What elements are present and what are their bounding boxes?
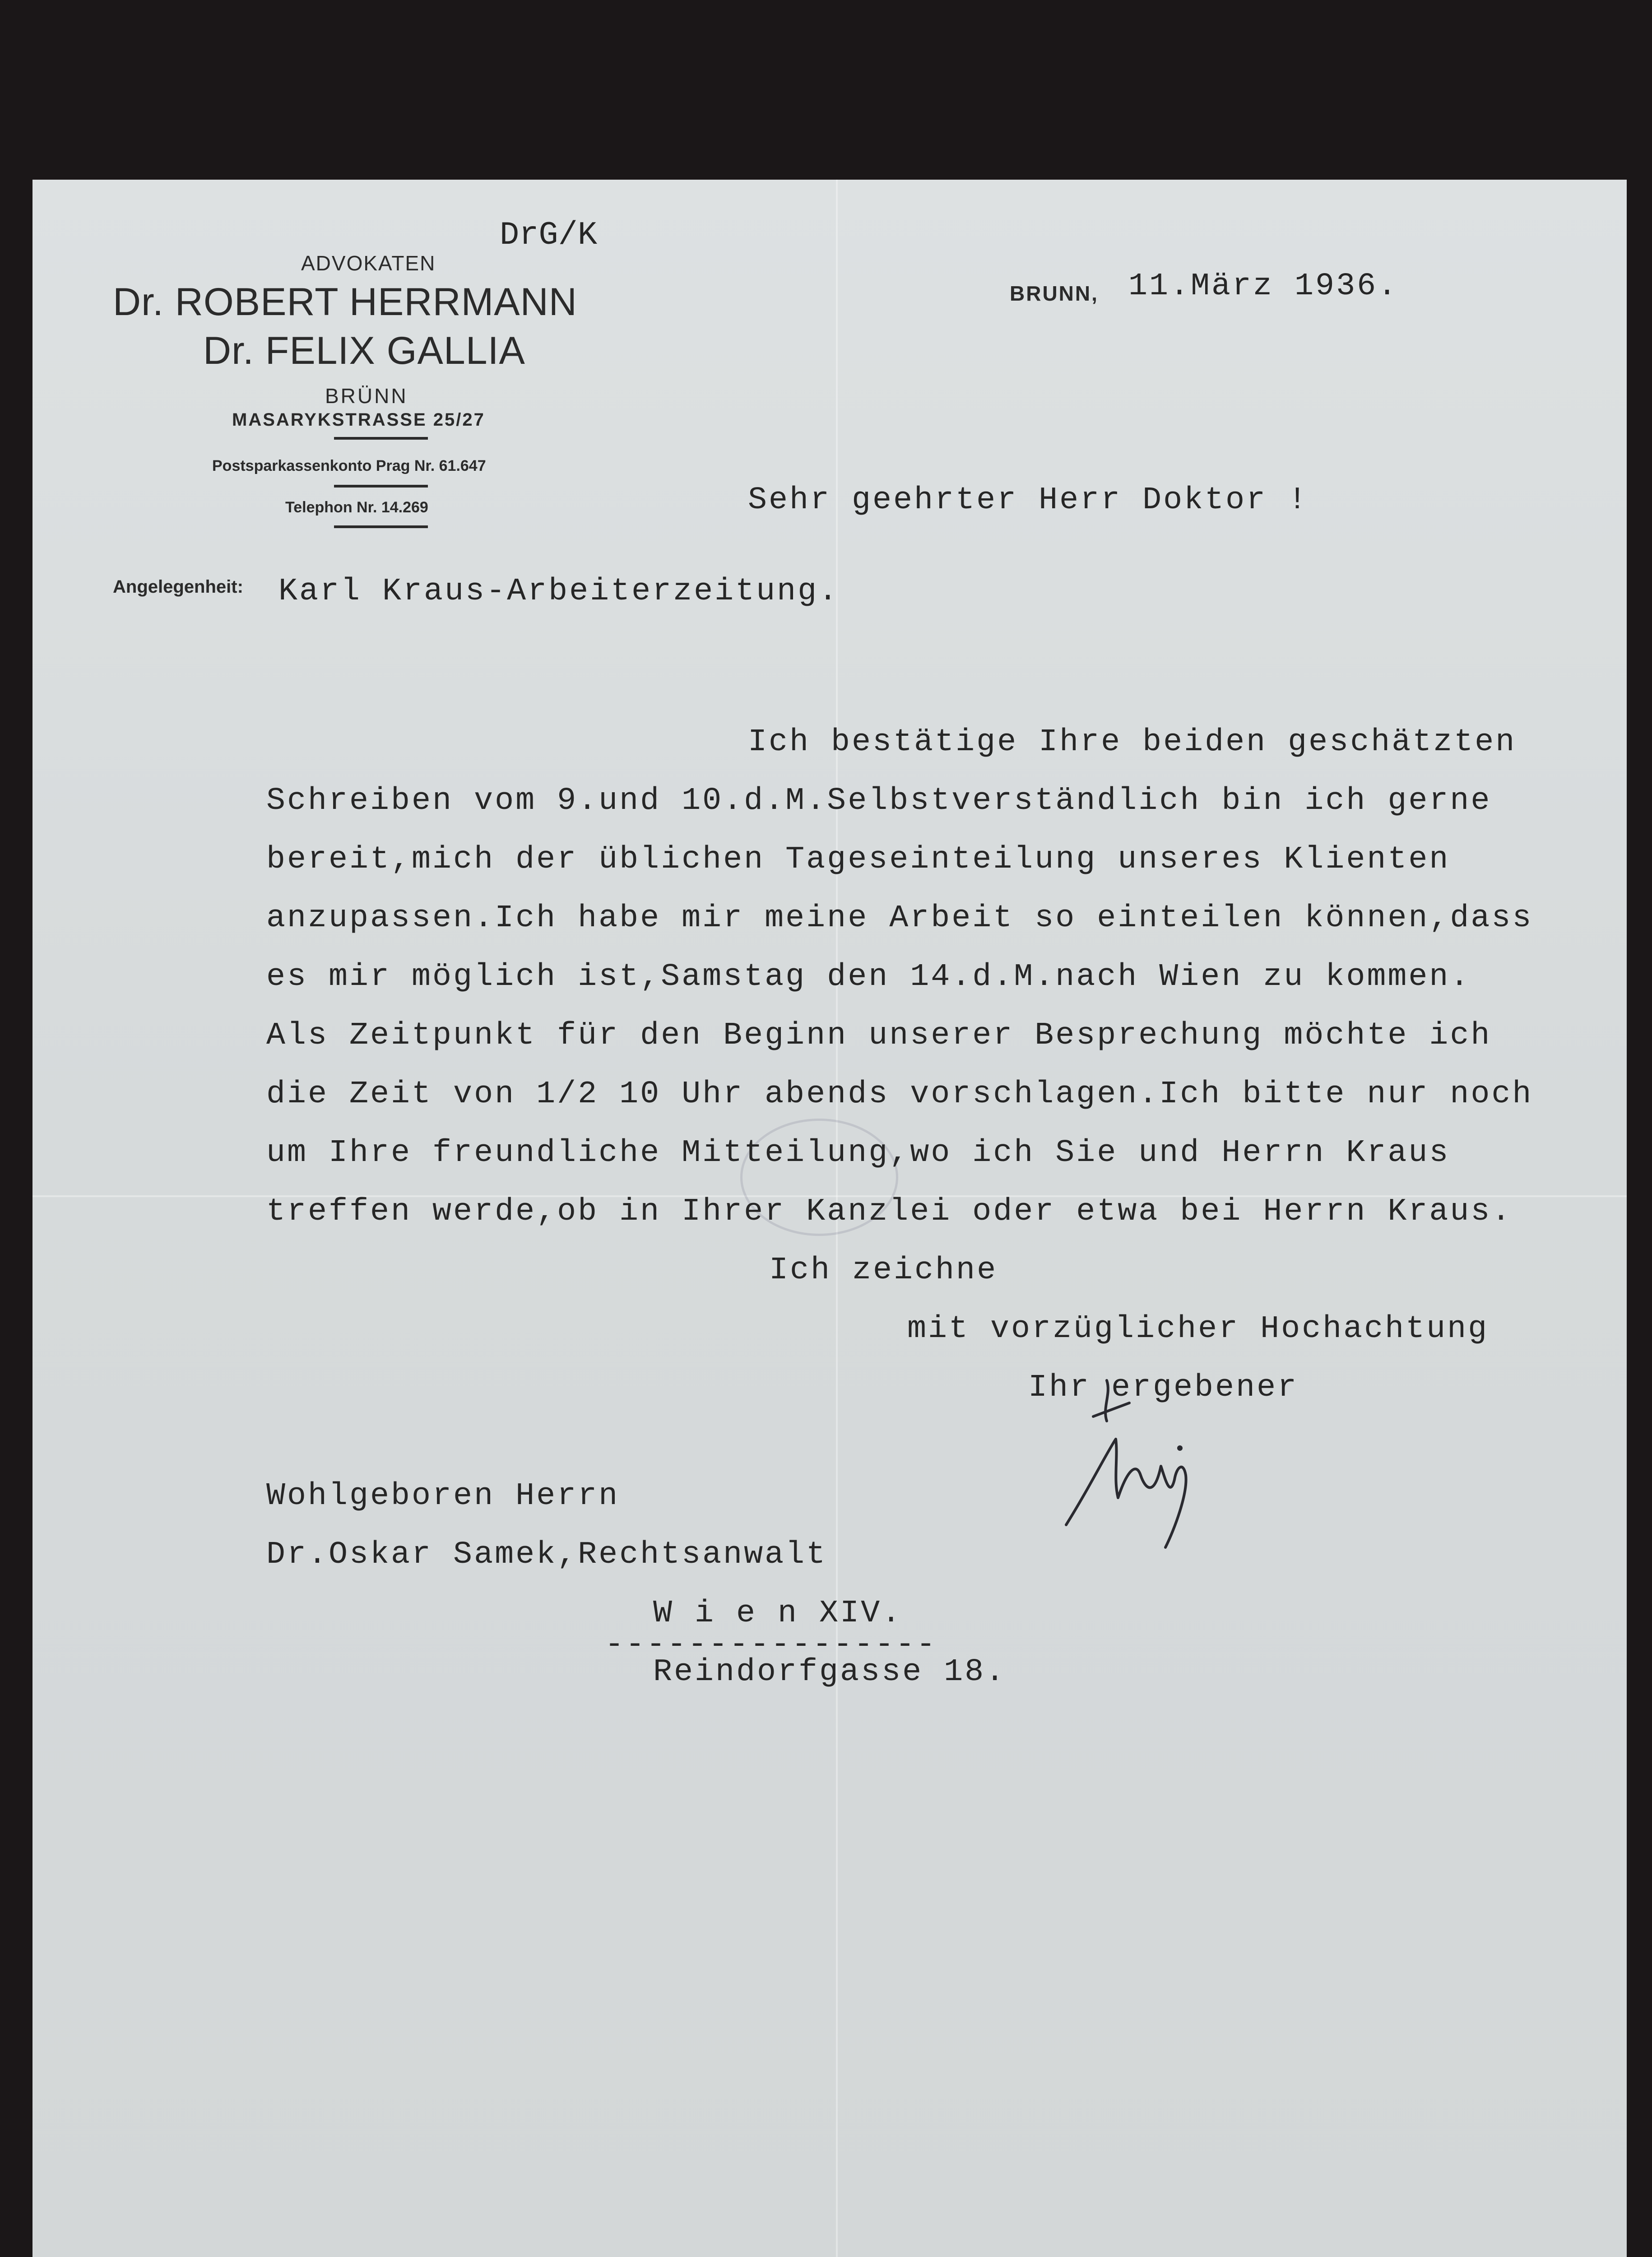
letter-paper xyxy=(32,180,1627,2257)
body-line: um Ihre freundliche Mitteilung,wo ich Sie und Herrn Kraus xyxy=(266,1135,1450,1171)
partner-name-1: Dr. ROBERT HERRMANN xyxy=(113,280,577,324)
recipient-name: Dr.Oskar Samek,Rechtsanwalt xyxy=(266,1537,827,1573)
recipient-honorific: Wohlgeboren Herrn xyxy=(266,1478,620,1514)
partner-name-2: Dr. FELIX GALLIA xyxy=(203,329,525,372)
body-line: es mir möglich ist,Samstag den 14.d.M.nach Wien zu kommen. xyxy=(266,959,1471,995)
letterhead-rule-3 xyxy=(334,525,428,528)
letterhead-rule-2 xyxy=(334,485,428,488)
body-line: bereit,mich der üblichen Tageseinteilung unseres Klienten xyxy=(266,842,1450,878)
firm-type: ADVOKATEN xyxy=(301,251,436,275)
dateline-place: BRUNN, xyxy=(1010,282,1099,305)
closing-line-3: Ihr ergebener xyxy=(1028,1370,1299,1406)
subject-value: Karl Kraus-Arbeiterzeitung. xyxy=(278,574,840,609)
salutation: Sehr geehrter Herr Doktor ! xyxy=(748,483,1309,518)
firm-city: BRÜNN xyxy=(325,384,408,408)
reference-code: DrG/K xyxy=(500,217,598,254)
closing-line-1: Ich zeichne xyxy=(769,1253,998,1288)
body-line: Ich bestätige Ihre beiden geschätzten xyxy=(748,724,1517,760)
recipient-street: Reindorfgasse 18. xyxy=(653,1654,1007,1690)
body-line: Als Zeitpunkt für den Beginn unserer Besprechung möchte ich xyxy=(266,1018,1492,1054)
body-line: anzupassen.Ich habe mir meine Arbeit so einteilen können,dass xyxy=(266,901,1533,936)
subject-label: Angelegenheit: xyxy=(113,577,243,597)
telephone: Telephon Nr. 14.269 xyxy=(285,499,428,516)
dateline-date: 11.März 1936. xyxy=(1128,269,1399,304)
body-line: treffen werde,ob in Ihrer Kanzlei oder etwa bei Herrn Kraus. xyxy=(266,1194,1513,1230)
recipient-city: W i e n XIV. xyxy=(653,1596,903,1631)
handwritten-signature xyxy=(1039,1362,1229,1552)
body-line: die Zeit von 1/2 10 Uhr abends vorschlagen.Ich bitte nur noch xyxy=(266,1077,1533,1112)
body-line: Schreiben vom 9.und 10.d.M.Selbstverständlich bin ich gerne xyxy=(266,783,1492,819)
postal-account: Postsparkassenkonto Prag Nr. 61.647 xyxy=(212,457,486,474)
recipient-divider: ---------------- xyxy=(605,1627,937,1663)
closing-line-2: mit vorzüglicher Hochachtung xyxy=(907,1311,1489,1347)
firm-street: MASARYKSTRASSE 25/27 xyxy=(232,410,485,430)
letterhead-rule-1 xyxy=(334,437,428,440)
